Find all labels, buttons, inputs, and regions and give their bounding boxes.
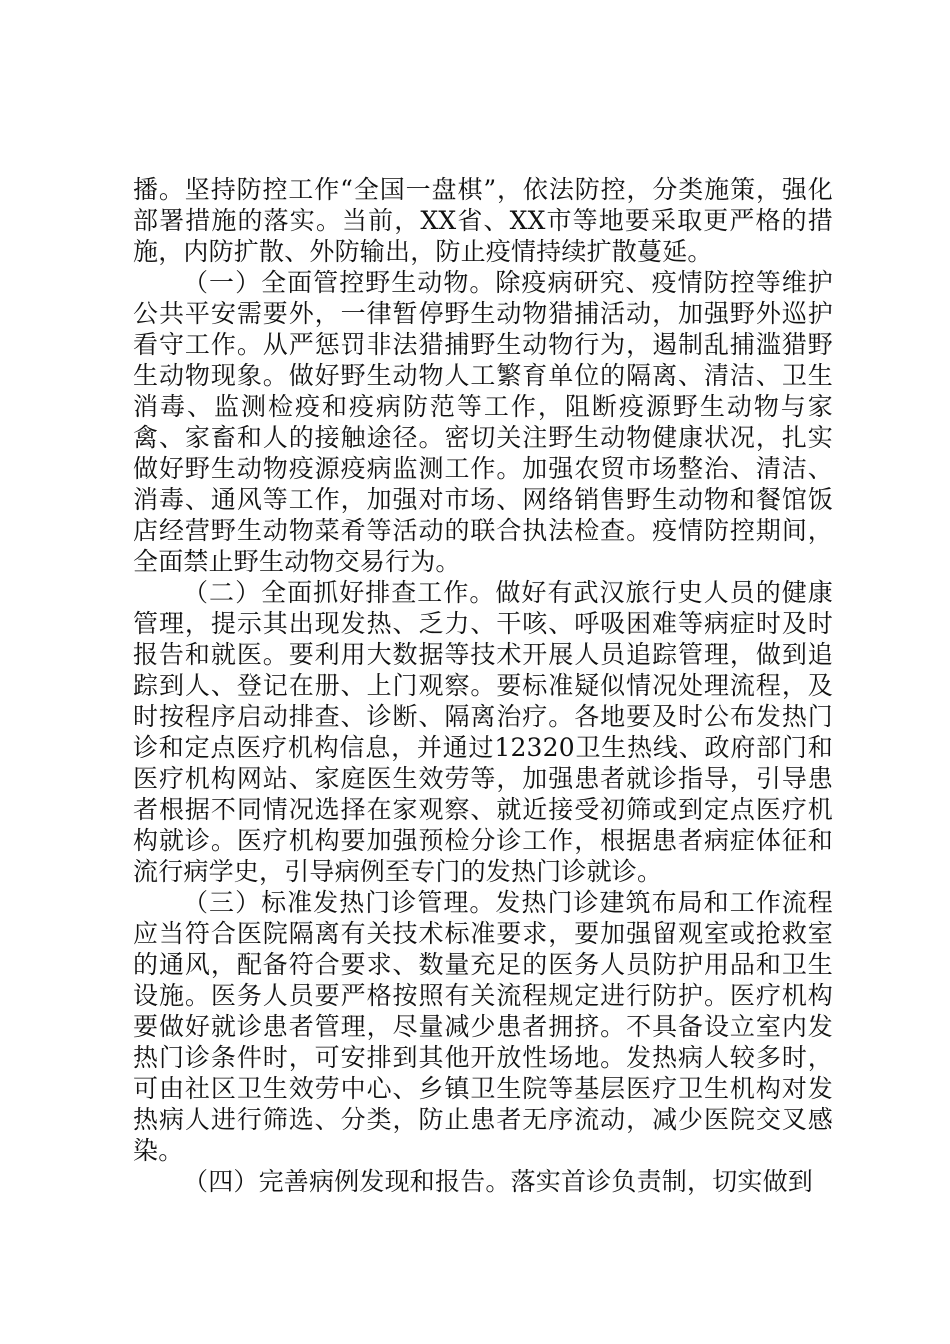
paragraph-wildlife-control: （一）全面管控野生动物。除疫病研究、疫情防控等维护公共平安需要外，一律暂停野生动物猎捕活动，加强野外巡护看守工作。从严惩罚非法猎捕野生动物行为，遏制乱捕滥猎野生动物现象。做好野生动物人工繁育单位的隔离、清洁、卫生消毒、监测检疫和疫病防范等工作，阻断疫源野生动物与家禽、家畜和人的接触途径。密切关注野生动物健康状况，扎实做好野生动物疫源疫病监测工作。加强农贸市场整治、清洁、消毒、通风等工作，加强对市场、网络销售野生动物和餐馆饭店经营野生动物菜肴等活动的联合执法检查。疫情防控期间，全面禁止野生动物交易行为。 [133,268,833,576]
paragraph-screening-work: （二）全面抓好排查工作。做好有武汉旅行史人员的健康管理，提示其出现发热、乏力、干咳、呼吸困难等病症时及时报告和就医。要利用大数据等技术开展人员追踪管理，做到追踪到人、登记在册、上门观察。要标准疑似情况处理流程，及时按程序启动排查、诊断、隔离治疗。各地要及时公布发热门诊和定点医疗机构信息，并通过12320卫生热线、政府部门和医疗机构网站、家庭医生效劳等，加强患者就诊指导，引导患者根据不同情况选择在家观察、就近接受初筛或到定点医疗机构就诊。医疗机构要加强预检分诊工作，根据患者病症体征和流行病学史，引导病例至专门的发热门诊就诊。 [133,578,833,886]
paragraph-case-reporting: （四）完善病例发现和报告。落实首诊负责制，切实做到 [183,1167,814,1196]
document-body [133,174,833,1197]
paragraph-intro-continuation: 播。坚持防控工作“全国一盘棋”，依法防控，分类施策，强化部署措施的落实。当前，XX省、XX市等地要采取更严格的措施，内防扩散、外防输出，防止疫情持续扩散蔓延。 [133,175,833,266]
paragraph-fever-clinic-management: （三）标准发热门诊管理。发热门诊建筑布局和工作流程应当符合医院隔离有关技术标准要求，要加强留观室或抢救室的通风，配备符合要求、数量充足的医务人员防护用品和卫生设施。医务人员要严格按照有关流程规定进行防护。医疗机构要做好就诊患者管理，尽量减少患者拥挤。不具备设立室内发热门诊条件时，可安排到其他开放性场地。发热病人较多时，可由社区卫生效劳中心、乡镇卫生院等基层医疗卫生机构对发热病人进行筛选、分类，防止患者无序流动，减少医院交叉感染。 [133,888,833,1165]
